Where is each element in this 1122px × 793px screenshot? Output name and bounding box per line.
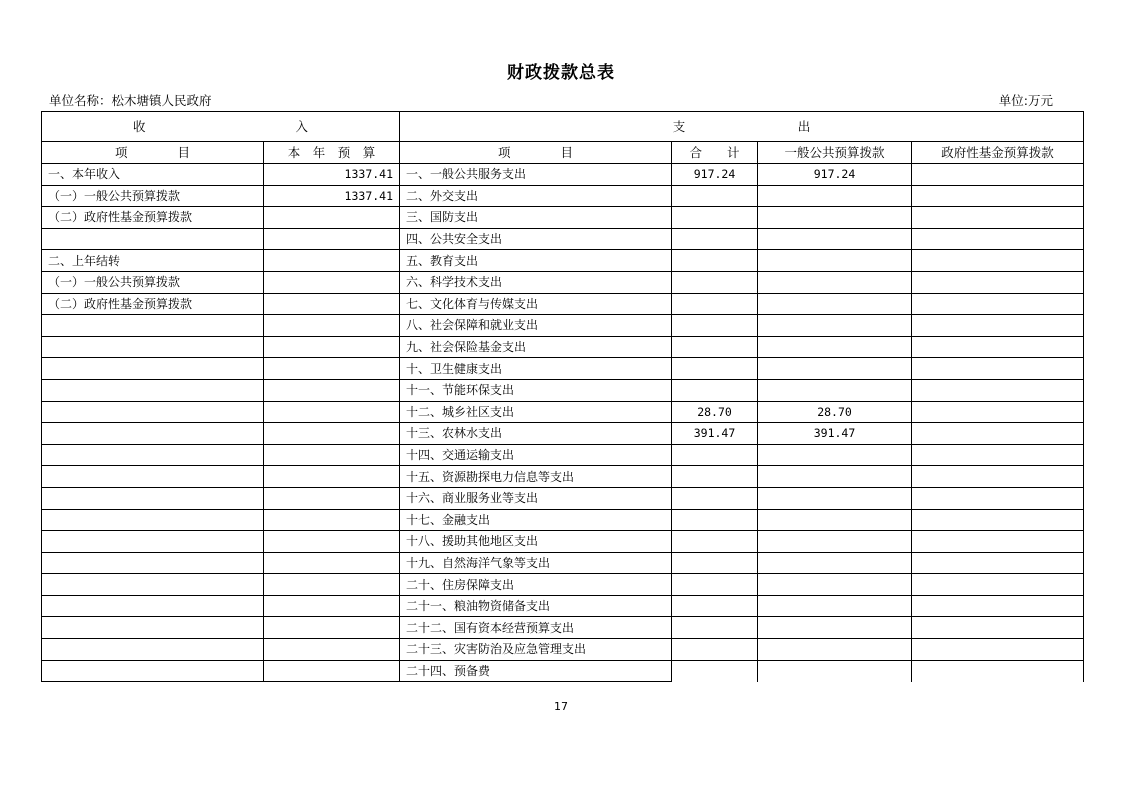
- table-row: [42, 617, 1084, 639]
- header-row-group: [42, 112, 1084, 142]
- income-item-cell: [42, 531, 264, 553]
- expense-item-cell: 七、文化体育与传媒支出: [400, 293, 672, 315]
- page-number: 17: [554, 700, 568, 713]
- expense-item-cell: 八、社会保障和就业支出: [400, 315, 672, 337]
- expense-general-cell: [758, 336, 912, 358]
- expense-total-cell: [672, 531, 758, 553]
- expense-general-cell: [758, 358, 912, 380]
- income-amount-cell: [264, 444, 400, 466]
- income-amount-cell: [264, 207, 400, 229]
- expense-item-cell: 十六、商业服务业等支出: [400, 487, 672, 509]
- expense-fund-cell: [912, 164, 1084, 186]
- expense-item-cell: 二、外交支出: [400, 185, 672, 207]
- income-amount-cell: [264, 595, 400, 617]
- unit-currency: 单位:万元: [998, 93, 1053, 108]
- income-item-cell: [42, 336, 264, 358]
- expense-total-cell: [672, 487, 758, 509]
- income-item-cell: [42, 509, 264, 531]
- appropriation-table: [41, 111, 1084, 682]
- income-amount-cell: [264, 423, 400, 445]
- expense-fund-cell: [912, 531, 1084, 553]
- header-income-amount: 本 年 预 算: [264, 142, 400, 164]
- expense-general-cell: [758, 639, 912, 661]
- table-row: [42, 228, 1084, 250]
- table-row: [42, 660, 1084, 682]
- income-amount-cell: [264, 336, 400, 358]
- expense-total-cell: [672, 595, 758, 617]
- expense-total-cell: [672, 466, 758, 488]
- expense-total-cell: 917.24: [672, 164, 758, 186]
- expense-general-cell: [758, 444, 912, 466]
- income-amount-cell: [264, 228, 400, 250]
- expense-total-cell: [672, 574, 758, 596]
- expense-item-cell: 一、一般公共服务支出: [400, 164, 672, 186]
- table-row: [42, 487, 1084, 509]
- expense-general-cell: [758, 574, 912, 596]
- expense-total-cell: [672, 444, 758, 466]
- income-item-cell: [42, 617, 264, 639]
- income-item-cell: （一）一般公共预算拨款: [42, 185, 264, 207]
- income-item-cell: [42, 401, 264, 423]
- expense-general-cell: 28.70: [758, 401, 912, 423]
- expense-item-cell: 九、社会保险基金支出: [400, 336, 672, 358]
- expense-total-cell: [672, 358, 758, 380]
- expense-fund-cell: [912, 336, 1084, 358]
- expense-fund-cell: [912, 250, 1084, 272]
- expense-fund-cell: [912, 574, 1084, 596]
- expense-fund-cell: [912, 423, 1084, 445]
- expense-total-cell: 391.47: [672, 423, 758, 445]
- page-title: 财政拨款总表: [507, 63, 615, 83]
- expense-item-cell: 十、卫生健康支出: [400, 358, 672, 380]
- expense-general-cell: 391.47: [758, 423, 912, 445]
- expense-item-cell: 二十一、粮油物资储备支出: [400, 595, 672, 617]
- expense-general-cell: [758, 552, 912, 574]
- expense-item-cell: 四、公共安全支出: [400, 228, 672, 250]
- expense-item-cell: 十七、金融支出: [400, 509, 672, 531]
- expense-total-cell: [672, 271, 758, 293]
- expense-fund-cell: [912, 552, 1084, 574]
- expense-total-cell: [672, 639, 758, 661]
- expense-fund-cell: [912, 401, 1084, 423]
- income-amount-cell: [264, 531, 400, 553]
- header-income-item: 项 目: [42, 142, 264, 164]
- expense-fund-cell: [912, 207, 1084, 229]
- income-item-cell: [42, 466, 264, 488]
- expense-fund-cell: [912, 228, 1084, 250]
- table-row: [42, 423, 1084, 445]
- income-item-cell: [42, 487, 264, 509]
- expense-fund-cell: [912, 595, 1084, 617]
- income-item-cell: [42, 358, 264, 380]
- income-amount-cell: [264, 293, 400, 315]
- expense-fund-cell: [912, 271, 1084, 293]
- expense-general-cell: [758, 185, 912, 207]
- expense-general-cell: [758, 379, 912, 401]
- income-amount-cell: [264, 401, 400, 423]
- income-amount-cell: [264, 250, 400, 272]
- table-row: [42, 207, 1084, 229]
- income-amount-cell: [264, 466, 400, 488]
- expense-fund-cell: [912, 639, 1084, 661]
- table-row: [42, 509, 1084, 531]
- income-amount-cell: [264, 660, 400, 682]
- expense-fund-cell: [912, 617, 1084, 639]
- expense-item-cell: 二十四、预备费: [400, 660, 672, 682]
- income-amount-cell: 1337.41: [264, 185, 400, 207]
- header-expense: 支 出: [400, 112, 1084, 142]
- expense-item-cell: 十四、交通运输支出: [400, 444, 672, 466]
- expense-total-cell: [672, 660, 758, 682]
- header-expense-fund: 政府性基金预算拨款: [912, 142, 1084, 164]
- expense-total-cell: [672, 509, 758, 531]
- income-item-cell: [42, 379, 264, 401]
- header-expense-total: 合 计: [672, 142, 758, 164]
- expense-general-cell: [758, 466, 912, 488]
- expense-general-cell: [758, 595, 912, 617]
- table-row: [42, 444, 1084, 466]
- table-row: [42, 379, 1084, 401]
- expense-general-cell: [758, 207, 912, 229]
- expense-fund-cell: [912, 358, 1084, 380]
- table-row: [42, 271, 1084, 293]
- income-amount-cell: [264, 574, 400, 596]
- income-amount-cell: [264, 552, 400, 574]
- expense-general-cell: [758, 487, 912, 509]
- income-amount-cell: [264, 509, 400, 531]
- table-row: [42, 358, 1084, 380]
- expense-total-cell: [672, 250, 758, 272]
- expense-item-cell: 十八、援助其他地区支出: [400, 531, 672, 553]
- table-row: [42, 552, 1084, 574]
- expense-total-cell: [672, 336, 758, 358]
- expense-item-cell: 十一、节能环保支出: [400, 379, 672, 401]
- expense-item-cell: 二十、住房保障支出: [400, 574, 672, 596]
- expense-item-cell: 三、国防支出: [400, 207, 672, 229]
- expense-total-cell: [672, 315, 758, 337]
- table-row: [42, 574, 1084, 596]
- table-row: [42, 185, 1084, 207]
- income-item-cell: [42, 595, 264, 617]
- table-row: [42, 336, 1084, 358]
- income-item-cell: [42, 423, 264, 445]
- header-expense-general: 一般公共预算拨款: [758, 142, 912, 164]
- expense-general-cell: [758, 617, 912, 639]
- expense-item-cell: 六、科学技术支出: [400, 271, 672, 293]
- expense-general-cell: [758, 315, 912, 337]
- expense-total-cell: [672, 207, 758, 229]
- expense-fund-cell: [912, 293, 1084, 315]
- expense-fund-cell: [912, 185, 1084, 207]
- income-amount-cell: [264, 271, 400, 293]
- header-row-columns: [42, 142, 1084, 164]
- expense-total-cell: [672, 552, 758, 574]
- income-item-cell: [42, 315, 264, 337]
- expense-total-cell: [672, 293, 758, 315]
- table-row: [42, 595, 1084, 617]
- expense-item-cell: 十九、自然海洋气象等支出: [400, 552, 672, 574]
- table-row: [42, 639, 1084, 661]
- income-item-cell: （一）一般公共预算拨款: [42, 271, 264, 293]
- expense-general-cell: [758, 531, 912, 553]
- expense-item-cell: 十五、资源勘探电力信息等支出: [400, 466, 672, 488]
- income-amount-cell: [264, 639, 400, 661]
- income-amount-cell: 1337.41: [264, 164, 400, 186]
- income-amount-cell: [264, 379, 400, 401]
- expense-item-cell: 二十三、灾害防治及应急管理支出: [400, 639, 672, 661]
- expense-general-cell: [758, 293, 912, 315]
- unit-name: 单位名称：松木塘镇人民政府: [49, 93, 212, 108]
- income-item-cell: （二）政府性基金预算拨款: [42, 293, 264, 315]
- income-item-cell: [42, 552, 264, 574]
- expense-fund-cell: [912, 660, 1084, 682]
- income-item-cell: [42, 444, 264, 466]
- table-row: [42, 293, 1084, 315]
- expense-general-cell: [758, 660, 912, 682]
- income-item-cell: [42, 660, 264, 682]
- expense-item-cell: 五、教育支出: [400, 250, 672, 272]
- header-expense-item: 项 目: [400, 142, 672, 164]
- expense-item-cell: 十三、农林水支出: [400, 423, 672, 445]
- expense-fund-cell: [912, 466, 1084, 488]
- expense-item-cell: 十二、城乡社区支出: [400, 401, 672, 423]
- expense-fund-cell: [912, 487, 1084, 509]
- income-amount-cell: [264, 617, 400, 639]
- expense-total-cell: 28.70: [672, 401, 758, 423]
- income-item-cell: （二）政府性基金预算拨款: [42, 207, 264, 229]
- expense-item-cell: 二十二、国有资本经营预算支出: [400, 617, 672, 639]
- income-item-cell: 二、上年结转: [42, 250, 264, 272]
- table-row: [42, 315, 1084, 337]
- income-item-cell: [42, 228, 264, 250]
- expense-fund-cell: [912, 509, 1084, 531]
- income-amount-cell: [264, 487, 400, 509]
- header-income: 收 入: [42, 112, 400, 142]
- expense-general-cell: [758, 271, 912, 293]
- income-item-cell: 一、本年收入: [42, 164, 264, 186]
- income-amount-cell: [264, 358, 400, 380]
- income-item-cell: [42, 639, 264, 661]
- table-row: [42, 466, 1084, 488]
- expense-total-cell: [672, 379, 758, 401]
- income-item-cell: [42, 574, 264, 596]
- expense-total-cell: [672, 185, 758, 207]
- table-row: [42, 401, 1084, 423]
- expense-total-cell: [672, 617, 758, 639]
- expense-fund-cell: [912, 379, 1084, 401]
- table-row: [42, 531, 1084, 553]
- expense-fund-cell: [912, 444, 1084, 466]
- expense-general-cell: [758, 509, 912, 531]
- table-row: [42, 250, 1084, 272]
- expense-fund-cell: [912, 315, 1084, 337]
- expense-general-cell: [758, 250, 912, 272]
- expense-general-cell: [758, 228, 912, 250]
- expense-total-cell: [672, 228, 758, 250]
- expense-general-cell: 917.24: [758, 164, 912, 186]
- table-row: [42, 164, 1084, 186]
- income-amount-cell: [264, 315, 400, 337]
